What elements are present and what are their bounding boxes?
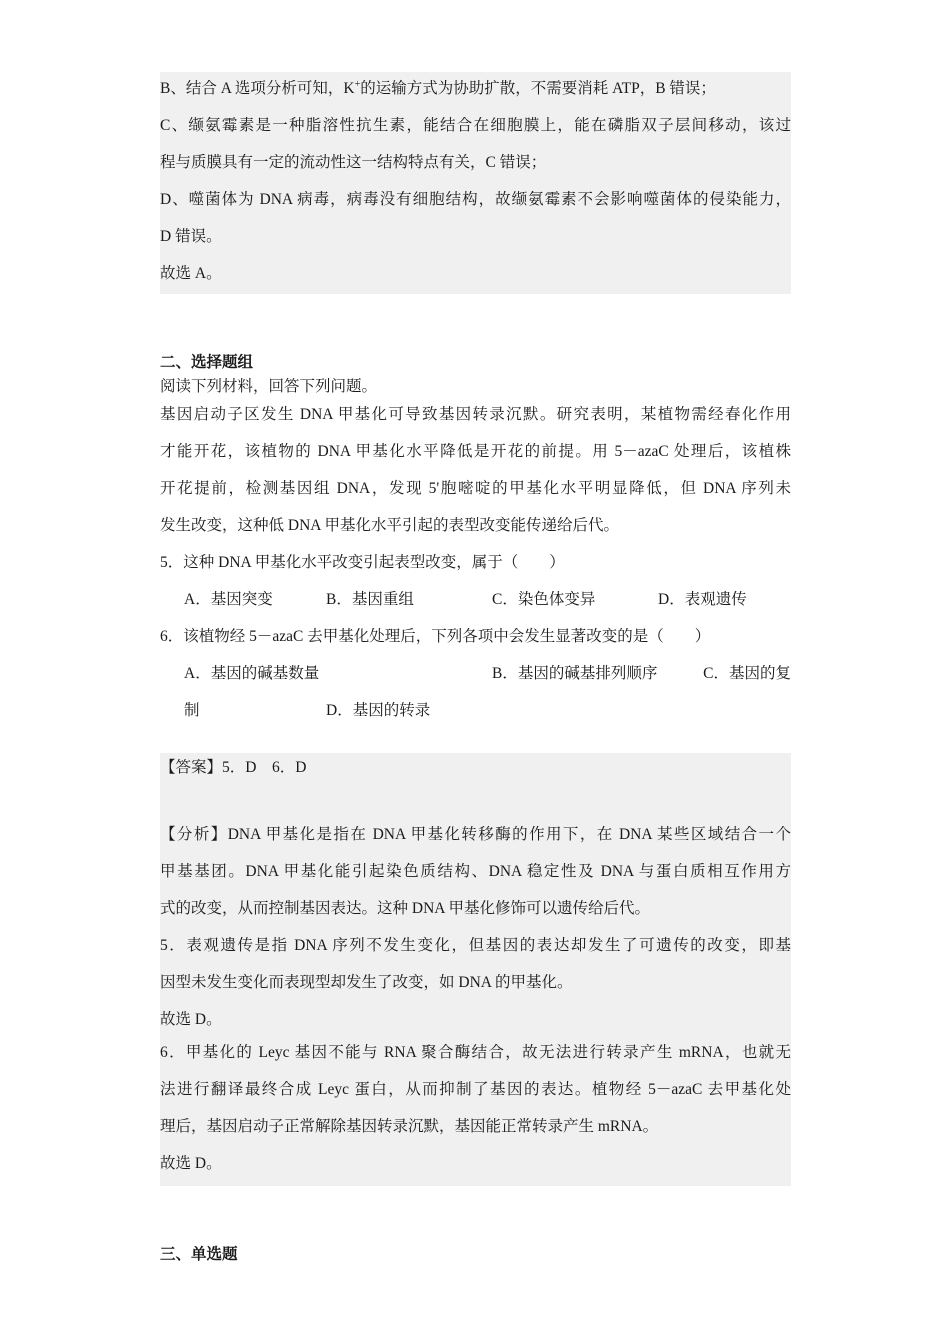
question-5-stem: 5．这种 DNA 甲基化水平改变引起表型改变，属于（ ） <box>160 554 565 571</box>
material-line: 才能开花，该植物的 DNA 甲基化水平降低是开花的前提。用 5－azaC 处理后，该植株 <box>160 443 791 460</box>
option-d-explanation-line1: D、噬菌体为 DNA 病毒，病毒没有细胞结构，故缬氨霉素不会影响噬菌体的侵染能力， <box>160 191 791 208</box>
material-paragraph <box>160 400 791 548</box>
answer-line <box>160 753 791 790</box>
question-6-options-row1 <box>160 659 791 696</box>
option-c-explanation-line2: 程与质膜具有一定的流动性这一结构特点有关，C 错误； <box>160 154 547 171</box>
analysis-text: DNA 甲基化是指在 DNA 甲基化转移酶的作用下，在 DNA 某些区域结合一个 <box>227 826 791 843</box>
material-line: 基因启动子区发生 DNA 甲基化可导致基因转录沉默。研究表明，某植物需经春化作用 <box>160 406 791 423</box>
answer-analysis-block <box>160 753 791 1186</box>
analysis-label: 【分析】 <box>160 826 228 843</box>
q5-option-d[interactable]: D．表观遗传 <box>658 591 747 608</box>
q6-option-c-continued[interactable]: 制 <box>184 702 200 719</box>
answer-label: 【答案】 <box>160 759 223 776</box>
q5-analysis-line: 5．表观遗传是指 DNA 序列不发生变化，但基因的表达却发生了可遗传的改变，即基 <box>160 937 791 954</box>
material-line: 开花提前，检测基因组 DNA，发现 5'胞嘧啶的甲基化水平明显降低，但 DNA 序列未 <box>160 480 791 497</box>
potassium-superscript: + <box>354 78 361 90</box>
q6-option-c[interactable]: C．基因的复 <box>703 665 791 682</box>
option-b-text-start: B、结合 A 选项分析可知，K <box>160 80 355 97</box>
option-b-explanation <box>160 74 791 111</box>
q6-analysis-line: 法进行翻译最终合成 Leyc 蛋白，从而抑制了基因的表达。植物经 5－azaC 去甲基化处 <box>160 1081 791 1098</box>
analysis-line: 甲基基团。DNA 甲基化能引起染色质结构、DNA 稳定性及 DNA 与蛋白质相互作用方 <box>160 863 791 880</box>
q6-option-b[interactable]: B．基因的碱基排列顺序 <box>492 665 658 682</box>
q5-option-c[interactable]: C．染色体变异 <box>492 591 596 608</box>
option-d-explanation-line2: D 错误。 <box>160 228 222 245</box>
answer-text: 5．D 6．D <box>222 759 307 776</box>
analysis-line <box>160 820 791 857</box>
q6-analysis-line: 6．甲基化的 Leyc 基因不能与 RNA 聚合酶结合，故无法进行转录产生 mRNA，也就无 <box>160 1044 791 1061</box>
q6-conclusion: 故选 D。 <box>160 1155 222 1172</box>
q6-analysis-line: 理后，基因启动子正常解除基因转录沉默，基因能正常转录产生 mRNA。 <box>160 1118 659 1135</box>
analysis-line: 式的改变，从而控制基因表达。这种 DNA 甲基化修饰可以遗传给后代。 <box>160 900 650 917</box>
question-5-options <box>160 585 791 622</box>
document-page <box>160 72 791 1268</box>
section2-title: 二、选择题组 <box>160 354 254 371</box>
q5-analysis-line: 因型未发生变化而表现型却发生了改变，如 DNA 的甲基化。 <box>160 974 573 991</box>
q5-conclusion: 故选 D。 <box>160 1011 222 1028</box>
q5-option-b[interactable]: B．基因重组 <box>326 591 414 608</box>
q6-option-d[interactable]: D．基因的转录 <box>326 702 431 719</box>
section3-title: 三、单选题 <box>160 1246 238 1263</box>
section2-instruction: 阅读下列材料，回答下列问题。 <box>160 378 378 395</box>
option-c-explanation-line1: C、缬氨霉素是一种脂溶性抗生素，能结合在细胞膜上，能在磷脂双子层间移动，该过 <box>160 117 791 134</box>
q5-option-a[interactable]: A．基因突变 <box>184 591 273 608</box>
material-line: 发生改变，这种低 DNA 甲基化水平引起的表型改变能传递给后代。 <box>160 517 619 534</box>
previous-conclusion: 故选 A。 <box>160 265 222 282</box>
q6-option-a[interactable]: A．基因的碱基数量 <box>184 665 320 682</box>
question-6-stem: 6．该植物经 5－azaC 去甲基化处理后，下列各项中会发生显著改变的是（ ） <box>160 628 711 645</box>
option-b-text-end: 的运输方式为协助扩散，不需要消耗 ATP，B 错误； <box>360 80 716 97</box>
previous-analysis-block <box>160 72 791 294</box>
question-6-options-row2 <box>160 696 791 733</box>
